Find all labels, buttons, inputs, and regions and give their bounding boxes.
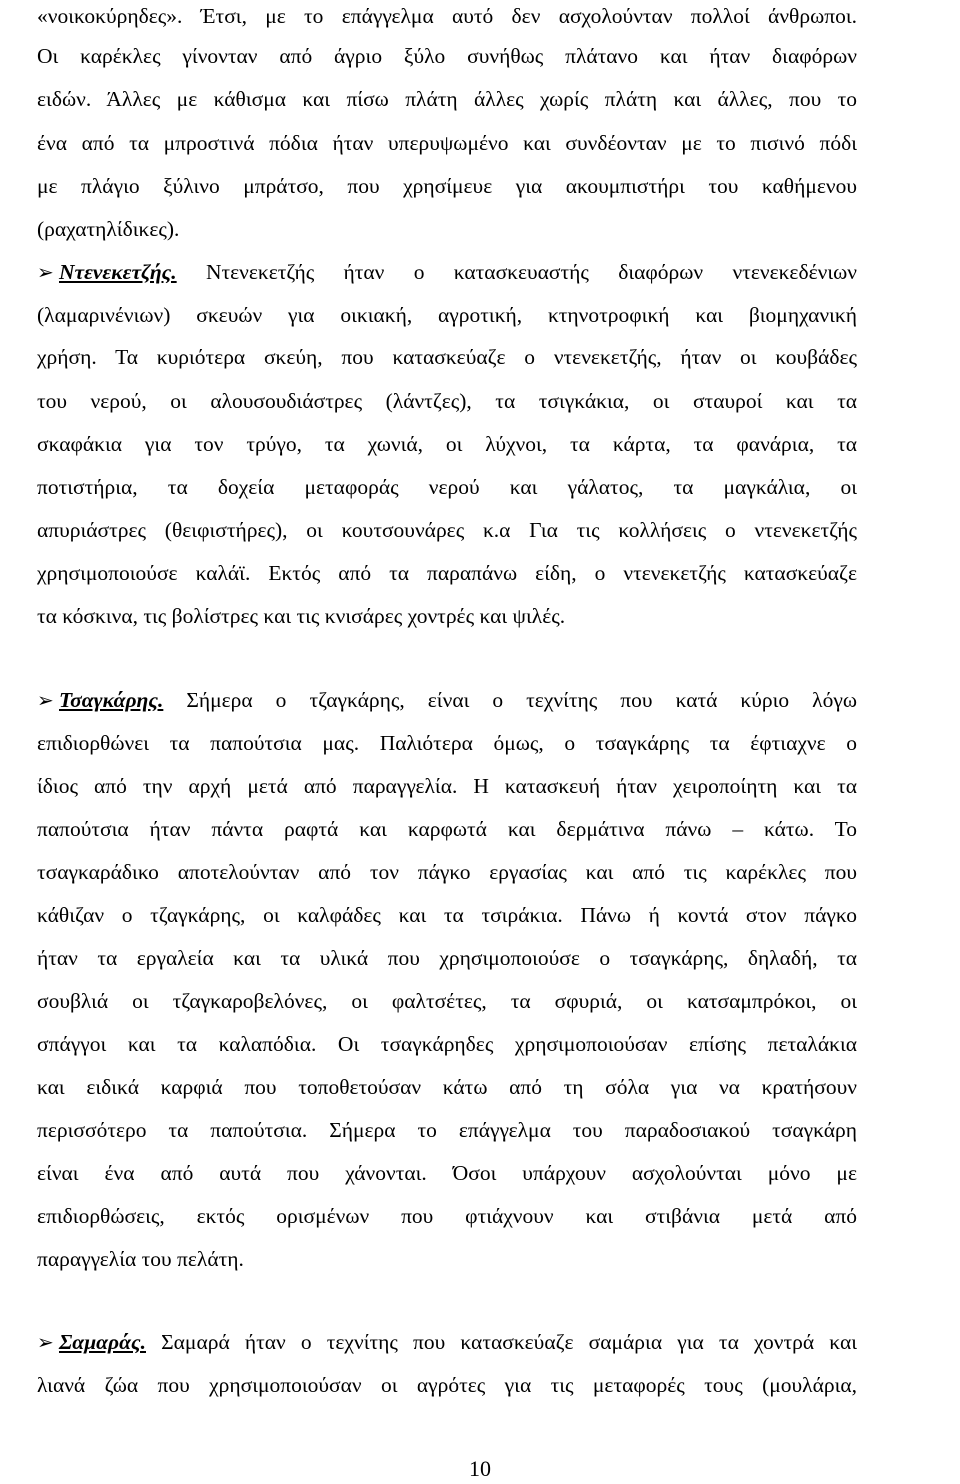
ntenekentzis-line: ποτιστήρια, τα δοχεία μεταφοράς νερού και γάλατος, τα μαγκάλια, οι bbox=[37, 475, 857, 499]
arrowhead-bullet-icon: ➢ bbox=[37, 1330, 54, 1354]
intro-line: ένα από τα μπροστινά πόδια ήταν υπερυψωμένο και συνδέονταν με το πισινό πόδι bbox=[37, 131, 857, 155]
ntenekentzis-line: χρήση. Τα κυριότερα σκεύη, που κατασκεύαζε ο ντενεκετζής, ήταν οι κουβάδες bbox=[37, 345, 857, 369]
samaras-first-line-text: Σαμαρά ήταν ο τεχνίτης που κατασκεύαζε σαμάρια για τα χοντρά και bbox=[146, 1330, 857, 1354]
samaras-first-line bbox=[37, 1328, 857, 1356]
ntenekentzis-line: (λαμαρινένιων) σκευών για οικιακή, αγροτική, κτηνοτροφική και βιομηχανική bbox=[37, 303, 857, 327]
intro-line: με πλάγιο ξύλινο μπράτσο, που χρησίμευε για ακουμπιστήρι του καθήμενου bbox=[37, 174, 857, 198]
samaras-line: λιανά ζώα που χρησιμοποιούσαν οι αγρότες για τις μεταφορές τους (μουλάρια, bbox=[37, 1373, 857, 1397]
tsagkaris-line: παραγγελία του πελάτη. bbox=[37, 1247, 244, 1271]
arrowhead-bullet-icon: ➢ bbox=[37, 688, 54, 712]
ntenekentzis-line: απυριάστρες (θειφιστήρες), οι κουτσουνάρες κ.α Για τις κολλήσεις ο ντενεκετζής bbox=[37, 518, 857, 542]
tsagkaris-line: παπούτσια ήταν πάντα ραφτά και καρφωτά και δερμάτινα πάνω – κάτω. Το bbox=[37, 817, 857, 841]
samaras-heading: Σαμαράς. bbox=[59, 1330, 146, 1354]
tsagkaris-line: τσαγκαράδικο αποτελούνταν από τον πάγκο εργασίας και από τις καρέκλες που bbox=[37, 860, 857, 884]
page-number: 10 bbox=[469, 1456, 491, 1481]
tsagkaris-line: ίδιος από την αρχή μετά από παραγγελία. Η κατασκευή ήταν χειροποίητη και τα bbox=[37, 774, 857, 798]
ntenekentzis-heading: Ντενεκετζής. bbox=[59, 260, 177, 284]
ntenekentzis-first-line-text: Ντενεκετζής ήταν ο κατασκευαστής διαφόρων ντενεκεδένιων bbox=[176, 260, 857, 284]
tsagkaris-line: είναι ένα από αυτά που χάνονται. Όσοι υπάρχουν ασχολούνται μόνο με bbox=[37, 1161, 857, 1185]
ntenekentzis-line: σκαφάκια για τον τρύγο, τα χωνιά, οι λύχνοι, τα κάρτα, τα φανάρια, τα bbox=[37, 432, 857, 456]
ntenekentzis-line: του νερού, οι αλουσουδιάστρες (λάντζες), τα τσιγκάκια, οι σταυροί και τα bbox=[37, 389, 857, 413]
intro-line: Οι καρέκλες γίνονταν από άγριο ξύλο συνήθως πλάτανο και ήταν διαφόρων bbox=[37, 44, 857, 68]
tsagkaris-first-line-text: Σήμερα ο τζαγκάρης, είναι ο τεχνίτης που κατά κύριο λόγω bbox=[163, 688, 857, 712]
tsagkaris-first-line bbox=[37, 686, 857, 714]
ntenekentzis-line: τα κόσκινα, τις βολίστρες και τις κνισάρες χοντρές και ψιλές. bbox=[37, 604, 566, 628]
tsagkaris-line: περισσότερο τα παπούτσια. Σήμερα το επάγγελμα του παραδοσιακού τσαγκάρη bbox=[37, 1118, 857, 1142]
intro-line: «νοικοκύρηδες». Έτσι, με το επάγγελμα αυτό δεν ασχολούνταν πολλοί άνθρωποι. bbox=[37, 4, 857, 28]
intro-line: (ραχατηλίδικες). bbox=[37, 217, 180, 241]
arrowhead-bullet-icon: ➢ bbox=[37, 260, 54, 284]
tsagkaris-line: σουβλιά οι τζαγκαροβελόνες, οι φαλτσέτες, τα σφυριά, οι κατσαμπρόκοι, οι bbox=[37, 989, 857, 1013]
tsagkaris-line: κάθιζαν ο τζαγκάρης, οι καλφάδες και τα τσιράκια. Πάνω ή κοντά στον πάγκο bbox=[37, 903, 857, 927]
tsagkaris-heading: Τσαγκάρης. bbox=[59, 688, 164, 712]
tsagkaris-line: και ειδικά καρφιά που τοποθετούσαν κάτω από τη σόλα για να κρατήσουν bbox=[37, 1075, 857, 1099]
tsagkaris-line: ήταν τα εργαλεία και τα υλικά που χρησιμοποιούσε ο τσαγκάρης, δηλαδή, τα bbox=[37, 946, 857, 970]
intro-line: ειδών. Άλλες με κάθισμα και πίσω πλάτη άλλες χωρίς πλάτη και άλλες, που το bbox=[37, 87, 857, 111]
tsagkaris-line: σπάγγοι και τα καλαπόδια. Οι τσαγκάρηδες χρησιμοποιούσαν επίσης πεταλάκια bbox=[37, 1032, 857, 1056]
ntenekentzis-first-line bbox=[37, 258, 857, 286]
tsagkaris-line: επιδιορθώσεις, εκτός ορισμένων που φτιάχνουν και στιβάνια μετά από bbox=[37, 1204, 857, 1228]
tsagkaris-line: επιδιορθώνει τα παπούτσια μας. Παλιότερα όμως, ο τσαγκάρης τα έφτιαχνε ο bbox=[37, 731, 857, 755]
ntenekentzis-line: χρησιμοποιούσε καλάϊ. Εκτός από τα παραπάνω είδη, ο ντενεκετζής κατασκεύαζε bbox=[37, 561, 857, 585]
